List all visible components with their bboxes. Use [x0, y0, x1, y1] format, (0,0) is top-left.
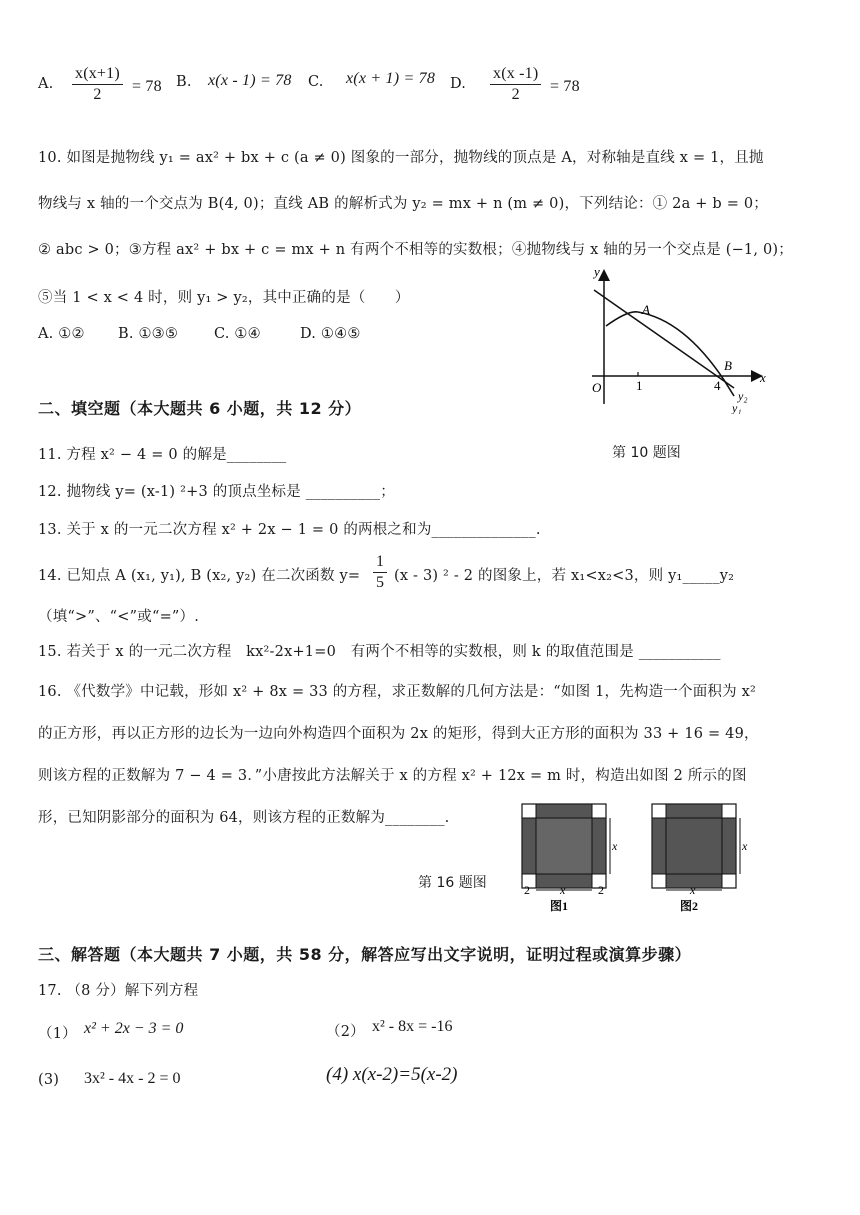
- q9-option-a-fraction: [72, 64, 123, 105]
- q10-line-1: 10. 如图是抛物线 y₁ = ax² + bx + c (a ≠ 0) 图象的一部分，抛物线的顶点是 A，对称轴是直线 x = 1，且抛: [38, 150, 764, 166]
- q16-figure-caption: 第 16 题图: [418, 875, 487, 891]
- q9-option-b-expr: x(x - 1) = 78: [208, 72, 292, 89]
- q17-text: 17. （8 分）解下列方程: [38, 983, 199, 999]
- q10-label-b: B: [724, 358, 732, 373]
- q15-text: 15. 若关于 x 的一元二次方程 kx²-2x+1=0 有两个不相等的实数根，则 k 的取值范围是 ___________: [38, 644, 721, 660]
- q14-text-pre: 14. 已知点 A (x₁, y₁), B (x₂, y₂) 在二次函数 y=: [38, 568, 361, 584]
- q12-text: 12. 抛物线 y= (x-1) ²+3 的顶点坐标是 __________；: [38, 484, 395, 500]
- q16-figure-1: [514, 796, 624, 916]
- q10-figure-caption: 第 10 题图: [612, 445, 681, 461]
- q17-eq3: 3x² - 4x - 2 = 0: [84, 1070, 181, 1087]
- q17-eq3-label: (3): [38, 1072, 60, 1088]
- q9-option-b-label: B.: [176, 74, 192, 90]
- q16-line-2: 的正方形，再以正方形的边长为一边向外构造四个面积为 2x 的矩形，得到大正方形的面积为 33 + 16 = 49，: [38, 726, 759, 742]
- q9-options-row: [38, 62, 658, 114]
- q16-fig1-two-right: 2: [598, 883, 604, 897]
- q16-line-3: 则该方程的正数解为 7 − 4 = 3．”小唐按此方法解关于 x 的方程 x² + 12x = m 时，构造出如图 2 所示的图: [38, 768, 747, 784]
- q16-line-1: 16. 《代数学》中记载，形如 x² + 8x = 33 的方程，求正数解的几何方法是：“如图 1，先构造一个面积为 x²: [38, 684, 757, 700]
- q16-line-4: 形，已知阴影部分的面积为 64，则该方程的正数解为________.: [38, 810, 450, 826]
- q14-row: [38, 552, 818, 596]
- q10-option-c: C. ①④: [214, 326, 261, 342]
- q10-label-four: 4: [714, 378, 721, 393]
- q16-fig1-caption: 图1: [550, 899, 569, 913]
- q14-fraction: [373, 552, 387, 593]
- q10-line-2: 物线与 x 轴的一个交点为 B(4, 0)；直线 AB 的解析式为 y₂ = mx + n (m ≠ 0)，下列结论：① 2a + b = 0；: [38, 196, 768, 212]
- q10-label-y2: y₂: [738, 389, 748, 403]
- q10-label-one: 1: [636, 378, 643, 393]
- q10-option-d: D. ①④⑤: [300, 326, 361, 342]
- section-3-title: 三、解答题（本大题共 7 小题，共 58 分，解答应写出文字说明，证明过程或演算步骤）: [38, 945, 692, 964]
- section-2-title: 二、填空题（本大题共 6 小题，共 12 分）: [38, 399, 362, 418]
- q17-eq4: (4) x(x-2)=5(x-2): [326, 1064, 458, 1085]
- q14-denominator: 5: [376, 574, 385, 591]
- q10-label-y1: y₁: [732, 401, 742, 414]
- q14-line-2: （填“>”、“<”或“=”）.: [38, 609, 200, 625]
- q16-fig1-two-left: 2: [524, 883, 530, 897]
- q9-option-c-label: C.: [308, 74, 324, 90]
- q16-fig2-x-right: x: [742, 839, 748, 853]
- q10-line-4: ⑤当 1 < x < 4 时，则 y₁ > y₂，其中正确的是（ ）: [38, 290, 410, 306]
- q10-label-y: y: [594, 264, 600, 279]
- q16-fig2-x-bottom: x: [690, 883, 696, 897]
- q16-figure-2: [644, 796, 754, 916]
- q10-line-3: ② abc > 0；③方程 ax² + bx + c = mx + n 有两个不相等的实数根；④抛物线与 x 轴的另一个交点是 (−1, 0)；: [38, 242, 793, 258]
- q17-eq1: x² + 2x − 3 = 0: [84, 1020, 184, 1037]
- q10-label-x: x: [760, 370, 766, 385]
- q17-eq2-label: （2）: [326, 1024, 365, 1040]
- q10-figure: [584, 264, 774, 414]
- q9-option-c-expr: x(x + 1) = 78: [346, 70, 436, 87]
- q13-text: 13. 关于 x 的一元二次方程 x² + 2x − 1 = 0 的两根之和为______________.: [38, 522, 541, 538]
- q14-text-post: (x - 3) ² - 2 的图象上，若 x₁<x₂<3，则 y₁_____y₂: [394, 568, 735, 584]
- q10-option-a: A. ①②: [38, 326, 85, 342]
- q10-label-a: A: [642, 302, 650, 317]
- q9-option-a-numerator: x(x+1): [72, 64, 123, 85]
- q9-option-a-label: A.: [38, 76, 54, 92]
- q9-option-d-rhs: = 78: [550, 78, 580, 95]
- q9-option-d-label: D.: [450, 76, 467, 92]
- q17-eq1-label: （1）: [38, 1026, 77, 1042]
- q10-option-b: B. ①③⑤: [118, 326, 179, 342]
- q16-fig2-caption: 图2: [680, 899, 699, 913]
- q9-option-d-fraction: [490, 64, 541, 105]
- q9-option-a-denominator: 2: [93, 86, 102, 103]
- q10-label-origin: O: [592, 380, 602, 395]
- q9-option-d-numerator: x(x -1): [490, 64, 541, 85]
- q11-text: 11. 方程 x² − 4 = 0 的解是________: [38, 447, 287, 463]
- q16-fig1-x-bottom: x: [560, 883, 566, 897]
- q9-option-a-rhs: = 78: [132, 78, 162, 95]
- q17-eq2: x² - 8x = -16: [372, 1018, 453, 1035]
- q16-fig1-x-right: x: [612, 839, 618, 853]
- q9-option-d-denominator: 2: [511, 86, 520, 103]
- q10-line-ab: [594, 290, 734, 388]
- q14-numerator: 1: [373, 552, 387, 573]
